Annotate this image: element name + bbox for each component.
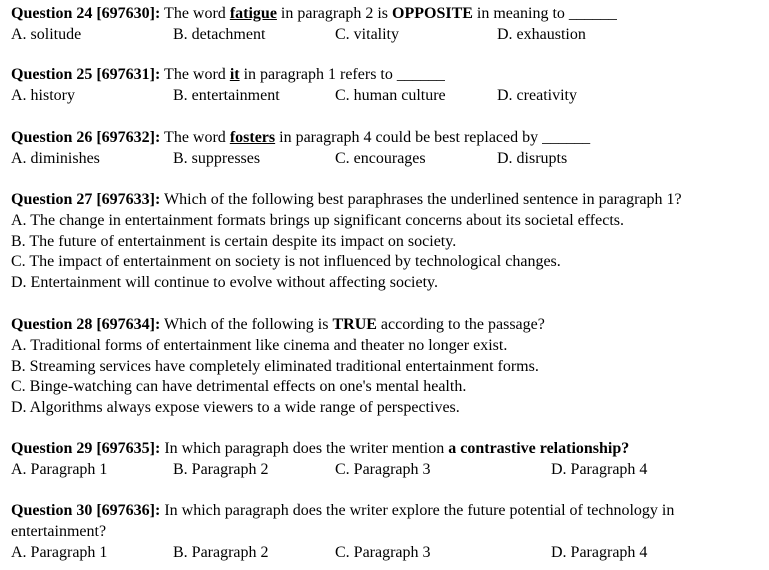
option-b[interactable]: B. detachment	[173, 25, 266, 43]
question-stem: Question 28 [697634]: Which of the following is TRUE according to the passage?	[11, 316, 545, 333]
option-b[interactable]: B. Paragraph 2	[173, 460, 269, 478]
option-d[interactable]: D. creativity	[497, 86, 577, 104]
option-a[interactable]: A. diminishes	[11, 149, 100, 167]
question-stem: Question 24 [697630]: The word fatigue in paragraph 2 is OPPOSITE in meaning to ______	[11, 5, 617, 22]
question-label: Question 30 [697636]:	[11, 502, 161, 519]
question-label: Question 26 [697632]:	[11, 129, 161, 146]
question-25	[11, 65, 767, 107]
question-26	[11, 128, 767, 170]
option-a[interactable]: A. The change in entertainment formats brings up significant concerns about its societal effects.	[11, 211, 624, 229]
question-label: Question 24 [697630]:	[11, 5, 161, 22]
question-27	[11, 190, 767, 294]
question-stem: Question 29 [697635]: In which paragraph does the writer mention a contrastive relationship?	[11, 440, 630, 457]
option-d[interactable]: D. Entertainment will continue to evolve without affecting society.	[11, 274, 438, 292]
option-b[interactable]: B. The future of entertainment is certain despite its impact on society.	[11, 232, 457, 250]
question-stem: Question 30 [697636]: In which paragraph does the writer explore the future potential of technology in entertainment?	[11, 502, 675, 540]
option-c[interactable]: C. The impact of entertainment on society is not influenced by technological changes.	[11, 253, 561, 271]
question-label: Question 29 [697635]:	[11, 440, 161, 457]
question-stem: Question 26 [697632]: The word fosters in paragraph 4 could be best replaced by ______	[11, 129, 591, 146]
question-24	[11, 4, 767, 46]
question-30	[11, 501, 767, 563]
option-d[interactable]: D. Paragraph 4	[551, 543, 648, 561]
target-word: fatigue	[229, 5, 277, 22]
option-d[interactable]: D. exhaustion	[497, 25, 586, 43]
question-29	[11, 439, 767, 481]
emphasis-word: OPPOSITE	[392, 5, 473, 22]
option-c[interactable]: C. Binge-watching can have detrimental effects on one's mental health.	[11, 378, 467, 396]
option-c[interactable]: C. Paragraph 3	[335, 543, 431, 561]
question-label: Question 28 [697634]:	[11, 316, 161, 333]
question-stem: Question 27 [697633]: Which of the following best paraphrases the underlined sentence in paragraph 1?	[11, 191, 682, 208]
options-row	[11, 460, 767, 481]
options-row	[11, 86, 767, 107]
option-b[interactable]: B. suppresses	[173, 149, 261, 167]
question-28	[11, 315, 767, 419]
target-word: it	[229, 66, 240, 83]
option-d[interactable]: D. Paragraph 4	[551, 460, 648, 478]
question-stem: Question 25 [697631]: The word it in paragraph 1 refers to ______	[11, 66, 445, 83]
emphasis-phrase: a contrastive relationship?	[448, 440, 630, 457]
options-row	[11, 543, 767, 564]
option-c[interactable]: C. Paragraph 3	[335, 460, 431, 478]
option-a[interactable]: A. Paragraph 1	[11, 543, 108, 561]
option-c[interactable]: C. human culture	[335, 86, 446, 104]
target-word: fosters	[229, 129, 276, 146]
option-c[interactable]: C. vitality	[335, 25, 399, 43]
option-b[interactable]: B. Paragraph 2	[173, 543, 269, 561]
option-d[interactable]: D. Algorithms always expose viewers to a wide range of perspectives.	[11, 399, 460, 417]
emphasis-word: TRUE	[332, 316, 377, 333]
question-label: Question 27 [697633]:	[11, 191, 161, 208]
option-a[interactable]: A. Traditional forms of entertainment like cinema and theater no longer exist.	[11, 336, 508, 354]
options-row	[11, 149, 767, 170]
options-row	[11, 25, 767, 46]
option-a[interactable]: A. solitude	[11, 25, 82, 43]
option-a[interactable]: A. history	[11, 86, 75, 104]
option-b[interactable]: B. Streaming services have completely eliminated traditional entertainment forms.	[11, 357, 539, 375]
option-a[interactable]: A. Paragraph 1	[11, 460, 108, 478]
option-c[interactable]: C. encourages	[335, 149, 426, 167]
option-d[interactable]: D. disrupts	[497, 149, 568, 167]
question-label: Question 25 [697631]:	[11, 66, 161, 83]
option-b[interactable]: B. entertainment	[173, 86, 280, 104]
